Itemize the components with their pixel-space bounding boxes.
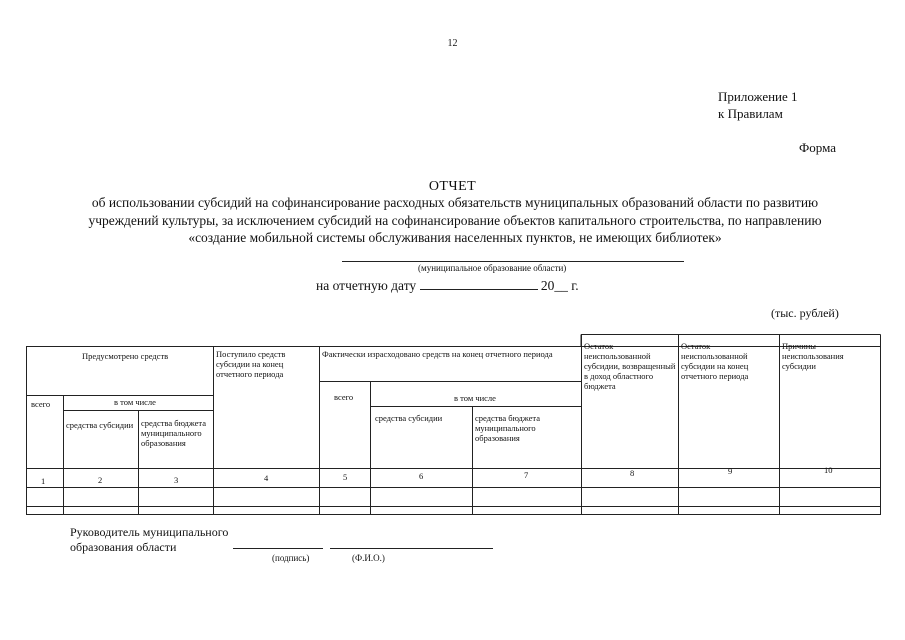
header-budget-planned: средства бюджета муниципального образования	[141, 418, 206, 448]
header-remainder-returned: Остаток неиспользованной субсидии, возвращенный в доход областного бюджета	[584, 341, 676, 391]
col-num-8: 8	[630, 468, 635, 478]
header-total-spent: всего	[334, 392, 354, 402]
appendix-note	[718, 88, 798, 122]
appendix-line-1: Приложение 1	[718, 89, 798, 104]
units-label: (тыс. рублей)	[771, 306, 839, 320]
signature-caption: (подпись)	[272, 553, 310, 563]
municipality-blank-line	[342, 261, 684, 262]
header-budget-spent: средства бюджета муниципального образования	[475, 413, 540, 443]
date-prefix: на отчетную дату	[316, 278, 417, 293]
header-subsidy-planned: средства субсидии	[66, 420, 134, 430]
name-blank-line	[330, 548, 493, 549]
signature-block	[70, 525, 228, 555]
col-num-6: 6	[419, 471, 424, 481]
report-subtitle: об использовании субсидий на софинансирование расходных обязательств муниципальных образований области по развитию учреждений культуры, за исключением субсидий на софинансирование объектов капитального строительства, по направлению «создание мобильной системы обслуживания населенных пунктов, не имеющих библиотек»	[88, 195, 822, 245]
col-num-7: 7	[524, 470, 529, 480]
header-planned: Предусмотрено средств	[82, 351, 169, 361]
appendix-line-2: к Правилам	[718, 106, 783, 121]
col-num-10: 10	[824, 465, 833, 475]
col-num-3: 3	[174, 475, 179, 485]
header-including-planned: в том числе	[114, 397, 156, 407]
municipality-caption: (муниципальное образование области)	[418, 263, 567, 273]
report-title: ОТЧЕТ	[428, 179, 477, 194]
date-blank	[420, 278, 538, 290]
header-subsidy-spent: средства субсидии	[375, 413, 443, 423]
header-reasons: Причины неиспользования субсидии	[782, 341, 844, 371]
name-caption: (Ф.И.О.)	[352, 553, 385, 563]
report-table	[26, 334, 881, 515]
report-date-line	[316, 278, 579, 294]
col-num-2: 2	[98, 475, 103, 485]
col-num-1: 1	[41, 476, 46, 486]
header-remainder-end: Остаток неиспользованной субсидии на конец отчетного периода	[681, 341, 749, 381]
col-num-9: 9	[728, 466, 733, 476]
header-spent: Фактически израсходовано средств на конец отчетного периода	[322, 349, 553, 359]
header-including-spent: в том числе	[454, 393, 496, 403]
signature-title-line-1: Руководитель муниципального	[70, 525, 229, 539]
signature-title-line-2: образования области	[70, 540, 177, 554]
signature-blank-line	[233, 548, 323, 549]
col-num-5: 5	[343, 472, 348, 482]
header-received: Поступило средств субсидии на конец отчетного периода	[216, 349, 286, 379]
header-total-planned: всего	[31, 399, 51, 409]
date-year: 20__ г.	[540, 278, 579, 293]
form-label: Форма	[799, 140, 836, 155]
col-num-4: 4	[264, 473, 269, 483]
page-number: 12	[447, 38, 458, 49]
